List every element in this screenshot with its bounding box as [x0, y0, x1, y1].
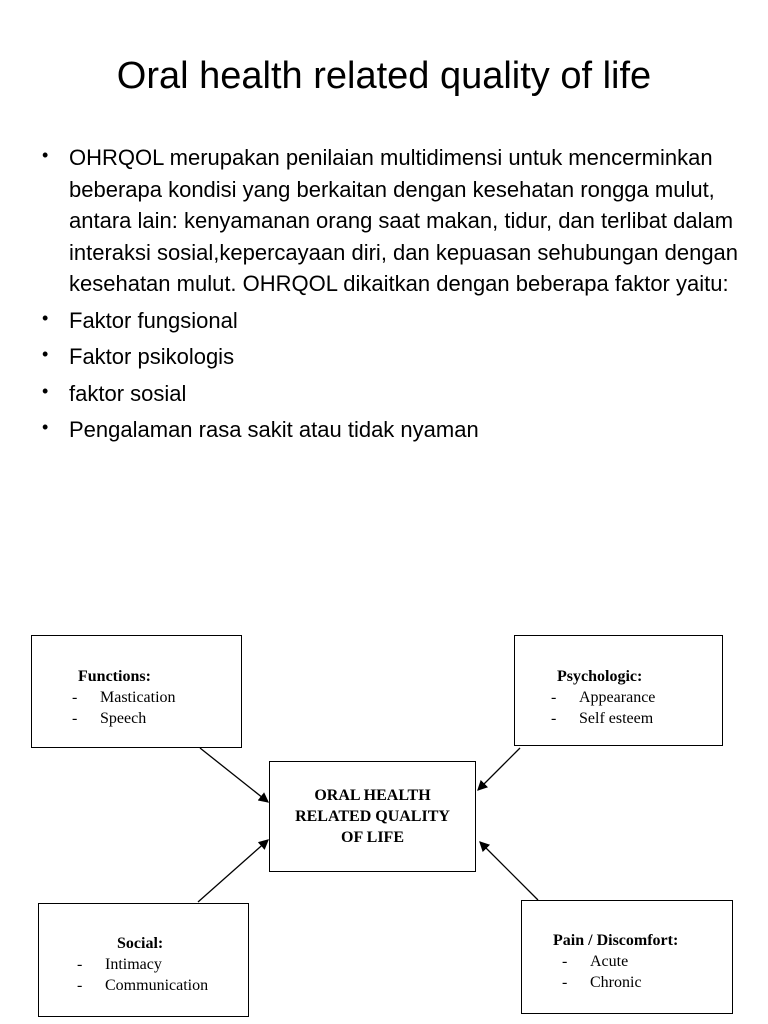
pain-list [562, 951, 732, 993]
bullet-text: OHRQOL merupakan penilaian multidimensi untuk mencerminkan beberapa kondisi yang berkaitan dengan kesehatan rongga mulut, antara lain: kenyamanan orang saat makan, tidur, dan terlibat dalam interaksi sosial,kepercayaan diri, dan kepuasan sehubungan dengan kesehatan mulut. OHRQOL dikaitkan dengan beberapa faktor yaitu: [69, 145, 739, 296]
bullet-item [42, 341, 742, 373]
center-line: OF LIFE [341, 829, 404, 846]
social-heading: Social: [117, 935, 164, 952]
bullet-text: Pengalaman rasa sakit atau tidak nyaman [69, 417, 479, 442]
list-item: - Mastication [72, 689, 176, 706]
psychologic-list [551, 687, 722, 729]
social-list [77, 954, 248, 996]
bullet-text: faktor sosial [69, 380, 187, 406]
list-item: - Self esteem [551, 710, 654, 727]
bullet-item [42, 305, 742, 337]
bullet-dot: • [42, 307, 49, 328]
bullet-dot: • [42, 344, 49, 364]
bullet-item [42, 142, 742, 300]
bullet-dot: • [42, 380, 49, 401]
bullet-dot: • [42, 417, 49, 437]
arrow-functions [200, 748, 268, 802]
functions-heading: Functions: [78, 668, 151, 685]
list-item: - Intimacy [77, 956, 162, 973]
arrow-psychologic [478, 748, 520, 790]
center-box [269, 761, 476, 872]
list-item: - Speech [72, 710, 147, 727]
pain-heading: Pain / Discomfort: [553, 932, 679, 949]
list-item: - Communication [77, 977, 209, 994]
functions-list [72, 687, 241, 729]
center-line: RELATED QUALITY [295, 808, 450, 825]
bullet-text: Faktor psikologis [69, 344, 235, 369]
arrow-social [198, 840, 268, 902]
social-box [38, 903, 249, 1017]
list-item: - Appearance [551, 689, 656, 706]
bullet-dot: • [42, 145, 49, 165]
bullet-list [42, 142, 742, 451]
slide-title: Oral health related quality of life [116, 55, 652, 97]
ohrqol-diagram [0, 600, 768, 1024]
psychologic-heading: Psychologic: [557, 668, 643, 685]
center-line: ORAL HEALTH [314, 787, 431, 804]
list-item: - Acute [562, 953, 629, 970]
arrow-pain [480, 842, 538, 900]
psychologic-box [514, 635, 723, 746]
pain-box [521, 900, 733, 1014]
bullet-item [42, 414, 742, 446]
bullet-text: Faktor fungsional [69, 307, 238, 333]
bullet-item [42, 378, 742, 410]
functions-box [31, 635, 242, 748]
list-item: - Chronic [562, 974, 642, 991]
